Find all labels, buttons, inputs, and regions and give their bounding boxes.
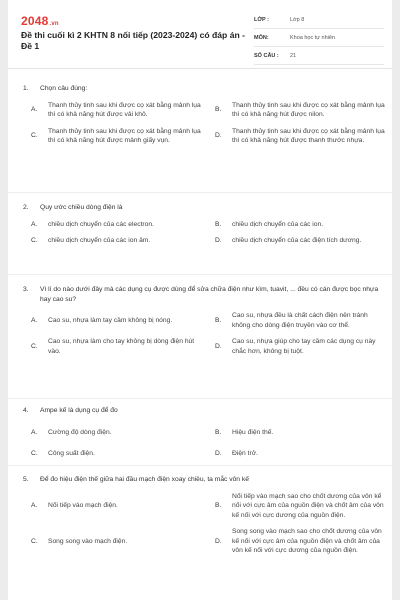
option-text: Thanh thủy tinh sau khi được cọ xát bằng mảnh lụa thì có khả năng hút được nilon. [232, 101, 385, 118]
question-number: 4. [23, 407, 29, 414]
option-text: Nối tiếp vào mạch điện. [48, 502, 118, 509]
divider [8, 274, 392, 275]
meta-key: LỚP : [254, 17, 269, 23]
option-letter: C. [31, 237, 38, 244]
option-text: Song song vào mạch điện. [48, 537, 128, 545]
option-letter: A. [31, 316, 38, 324]
options [31, 311, 382, 356]
option-letter: A. [31, 220, 38, 228]
option-d[interactable] [215, 337, 387, 356]
option-letter: A. [31, 502, 38, 509]
option-a[interactable] [31, 101, 203, 120]
options [31, 101, 385, 146]
question-1 [21, 84, 385, 146]
option-letter: C. [31, 132, 38, 140]
option-letter: D. [215, 537, 222, 545]
option-letter: C. [31, 450, 38, 457]
question-text: Để đo hiệu điện thế giữa hai đầu mạch điện xoay chiều, ta mắc vôn kế [40, 476, 249, 483]
question-text: Quy ước chiều dòng điện là [40, 204, 123, 211]
option-d[interactable] [215, 127, 387, 146]
option-text: Cường độ dòng điện. [48, 428, 112, 436]
site-logo[interactable] [21, 14, 59, 28]
option-letter: A. [31, 106, 38, 114]
question-5 [21, 475, 382, 556]
option-c[interactable] [31, 236, 203, 246]
option-d[interactable] [215, 527, 387, 556]
option-c[interactable] [31, 337, 203, 356]
option-a[interactable] [31, 428, 203, 438]
option-text: Cao su, nhựa làm tay cầm không bị nóng. [48, 316, 173, 324]
question-3 [21, 285, 382, 356]
option-letter: B. [215, 220, 222, 228]
option-letter: D. [215, 342, 222, 350]
option-text: Công suất điện. [48, 450, 95, 457]
question-number: 2. [23, 204, 29, 211]
option-a[interactable] [31, 311, 203, 330]
option-letter: C. [31, 342, 38, 350]
option-text: Cao su, nhựa đều là chất cách điện nên tránh không cho dòng điện truyền vào cơ thể. [232, 312, 368, 329]
options [31, 492, 382, 556]
divider [8, 398, 392, 399]
question-number: 3. [23, 286, 29, 293]
question-4 [21, 406, 382, 459]
page-title: Đề thi cuối kì 2 KHTN 8 nối tiếp (2023-2024) có đáp án - Đề 1 [21, 30, 245, 51]
logo-text: 2048 [21, 14, 49, 28]
page-header [8, 0, 392, 69]
option-letter: D. [215, 132, 222, 140]
meta-row-class [254, 13, 384, 29]
option-text: Song song vào mạch sao cho chốt dương của vôn kế nối với cực âm của nguồn điện và chốt âm của vôn kế nối với cực dương của nguồn điện. [232, 528, 382, 554]
meta-value: 21 [290, 53, 297, 59]
divider [8, 465, 392, 466]
option-d[interactable] [215, 236, 387, 246]
option-text: Điện trở. [232, 450, 258, 457]
option-b[interactable] [215, 220, 387, 230]
option-text: chiều dịch chuyển của các điện tích dương. [232, 237, 362, 244]
question-text: Chọn câu đúng: [40, 85, 88, 92]
option-text: Cao su, nhựa làm cho tay không bị dòng điện hút vào. [48, 338, 195, 355]
option-text: chiều dịch chuyển của các electron. [48, 220, 154, 228]
question-number: 5. [23, 476, 29, 483]
divider [8, 192, 392, 193]
meta-key: SỐ CÂU : [254, 53, 279, 59]
option-b[interactable] [215, 311, 387, 330]
option-letter: B. [215, 316, 222, 324]
option-b[interactable] [215, 101, 387, 120]
meta-value: Lớp 8 [290, 17, 305, 23]
question-number: 1. [23, 85, 29, 92]
option-d[interactable] [215, 449, 387, 459]
meta-row-subject [254, 31, 384, 47]
option-a[interactable] [31, 492, 203, 521]
option-b[interactable] [215, 428, 387, 438]
option-text: Thanh thủy tinh sau khi được cọ xát bằng mảnh lụa thì có khả năng hút được mảnh giấy vụn. [48, 127, 201, 144]
option-c[interactable] [31, 449, 203, 459]
option-letter: D. [215, 450, 222, 457]
question-text: Ampe kế là dụng cụ để đo [40, 407, 118, 414]
option-text: chiều dịch chuyển của các ion âm. [48, 237, 151, 244]
option-letter: A. [31, 428, 38, 436]
option-letter: C. [31, 537, 38, 545]
options [31, 220, 382, 246]
option-text: Thanh thủy tinh sau khi được cọ xát bằng mảnh lụa thì có khả năng hút được thanh thước nhựa. [232, 127, 385, 144]
question-text: Vì lí do nào dưới đây mà các dụng cụ được dùng để sửa chữa điện như kìm, tuavit, ... đều có cán được bọc nhựa hay cao su? [40, 286, 379, 303]
meta-key: MÔN: [254, 35, 269, 41]
option-text: Cao su, nhựa giúp cho tay cầm các dụng cụ này chắc hơn, không bị tuột. [232, 338, 376, 355]
option-a[interactable] [31, 220, 203, 230]
option-letter: B. [215, 502, 222, 509]
option-text: Hiệu điện thế. [232, 428, 274, 436]
option-letter: D. [215, 237, 222, 244]
options [31, 428, 382, 459]
option-c[interactable] [31, 127, 203, 146]
option-text: chiều dịch chuyển của các ion. [232, 220, 324, 228]
option-letter: B. [215, 428, 222, 436]
option-text: Nối tiếp vào mạch sao cho chốt dương của vôn kế nối với cực âm của nguồn điện và chốt âm của vôn kế nối với cực dương của nguồn điện. [232, 492, 384, 519]
option-text: Thanh thủy tinh sau khi được cọ xát bằng mảnh lụa thì có khả năng hút được vải khô. [48, 101, 201, 118]
question-2 [21, 203, 382, 246]
option-letter: B. [215, 106, 222, 114]
exam-meta [254, 13, 384, 67]
document-page [8, 0, 392, 600]
option-c[interactable] [31, 527, 203, 556]
meta-row-count [254, 49, 384, 65]
meta-value: Khoa học tự nhiên [290, 35, 335, 41]
logo-suffix: .vn [49, 21, 59, 27]
option-b[interactable] [215, 492, 387, 521]
